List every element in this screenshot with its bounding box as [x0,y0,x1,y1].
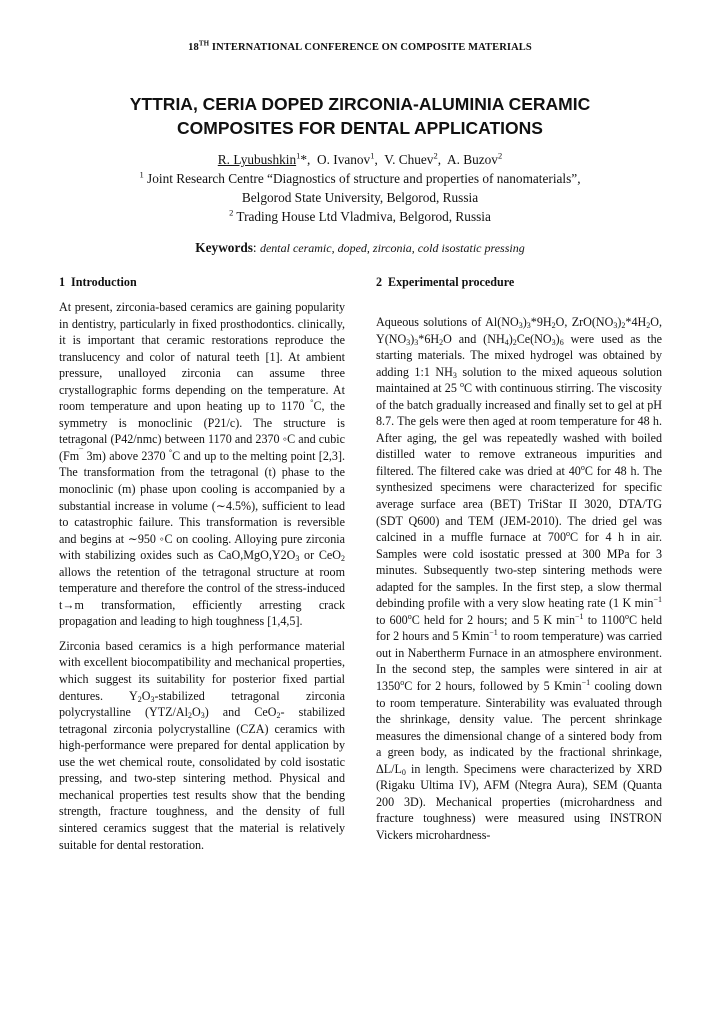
text-run: to 1100 [583,612,625,627]
text-run: to room temperature) was carried out in Nabertherm Furnace in an atmosphere environment. In the second step, the samples were sintered in air at 1350 [376,629,663,694]
subscript: 3 [526,321,531,330]
text-run: At present, zirconia-based ceramics are gaining popularity in dentistry, particularly in fixed prosthodontics. clinically, it is important that ceramic restorations reproduce the translucency and color of natural teeth [1]. At ambient pressure, unalloyed zirconia can assume three crystallographic forms depending on the temperature. At room temperature and upon heating up to 1170 [59,300,345,414]
subscript: 3 [295,554,300,564]
affiliation-1-marker: 1 [139,169,144,180]
subscript: 2 [137,694,142,704]
text-run: *9H [530,315,552,329]
text-run: Zirconia based ceramics is a high performance material with excellent biocompatibility and mechanical properties, which suggest its suitability for posterior fixed partial dentures. Y [59,638,345,703]
subscript: 3 [150,694,155,704]
section-heading-experimental [376,274,662,290]
left-column [59,274,345,861]
text-run: C held for 2 hours; and 5 K min [411,612,576,627]
ordinal-suffix: TH [198,39,210,48]
subscript: 3 [452,370,457,380]
subscript: 6 [559,337,564,347]
superscript: −1 [581,678,591,687]
degree-mark: ° [310,398,314,408]
text-run: Ce(NO [516,331,552,346]
text-run: -stabilized tetragonal zirconia polycrystalline (YTZ/Al [59,688,345,720]
author-1-affil: 1 [296,150,301,161]
intro-paragraph-2 [59,638,345,853]
text-run: allows the retention of the tetragonal structure at room temperature and therefore the control of the stress-induced t→m transformation, efficiently arresting crack propagation and leading to high toughness [1,4,5]. [59,564,345,629]
conference-name: INTERNATIONAL CONFERENCE ON COMPOSITE MATERIALS [209,42,532,53]
text-run: *4H [625,315,647,329]
degree-mark: o [407,611,412,621]
text-run: C and up to the melting point [2,3]. The transformation from the tetragonal (t) phase to the monoclinic (m) phase upon cooling is accompanied by a substantial increase in volume (∼4.5%), sufficient to lead to catastrophic failure. This transformation is reversible and begins at ∼950 ◦C on cooling. Alloying pure zirconia with stabilizing oxides such as CaO,MgO,Y2O [59,448,345,563]
author-1: R. Lyubushkin [217,152,297,167]
right-column [376,274,662,852]
text-run: ) and CeO [204,705,277,720]
subscript: 2 [276,711,281,721]
subscript: 2 [340,554,345,564]
author-3: V. Chuev [384,152,434,167]
section-title: Introduction [71,275,137,289]
subscript: 2 [187,711,192,721]
affiliation-2-line-1: Trading House Ltd Vladmiva, Belgorod, Russia [236,209,491,224]
text-run: ) [617,315,622,329]
author-4-affil: 2 [497,150,503,161]
text-run: O, Y(NO [376,315,662,346]
section-number: 1 [59,275,66,289]
keywords [40,240,680,256]
degree-mark: o [624,611,629,621]
text-run: ) [522,315,527,329]
text-run: - stabilized tetragonal zirconia polycrystalline (CZA) ceramics with high-performance were prepared for dental application by use the wet chemical route, consolidated by cold isostatic pressing, and two-step sintering method. Physical and mechanical properties test results show that the bending strength, fracture toughness, and the density of full sintered ceramics suggest that the material is relatively suitable for dental restoration. [59,705,345,852]
author-block [40,150,680,226]
superscript: −1 [575,611,584,621]
running-head [0,39,720,53]
keywords-label: Keywords [195,240,253,255]
experimental-paragraph-1 [376,314,662,844]
paper-title [60,92,660,140]
text-run: C for 2 hours, followed by 5 Kmin [404,679,582,694]
subscript: 2 [512,337,517,347]
superscript: −1 [489,628,498,638]
title-line-2: COMPOSITES FOR DENTAL APPLICATIONS [177,118,543,138]
section-heading-introduction [59,274,345,290]
author-separator: , [374,152,378,167]
text-run: C held for 2 hours and 5 Kmin [376,612,662,644]
affiliation-2 [40,207,680,226]
affiliation-1-line-2: Belgorod State University, Belgorod, Russia [241,190,479,205]
text-run: *6H [418,331,440,346]
text-run: C for 48 h. The synthesized specimens were characterized for specific average surface area (BET) TriStar II 3020, DTA/TG (SDT Q600) and TEM (JEM-2010). The dried gel was calcined in a muffle furnace at 700 [376,463,663,545]
text-run: 3m) above 2370 [83,448,169,463]
author-3-affil: 2 [433,150,438,161]
subscript: 3 [414,337,419,347]
text-run: ) [410,331,415,346]
text-run: or CeO [299,548,341,563]
text-run: in length. Specimens were characterized by XRD (Rigaku Ultima IV), AFM (Ntegra Aura), SEM (Quanta 200 3D). Mechanical properties (microhardness and fracture toughness) were measured using INSTRON Vickers microhardness- [376,761,662,842]
subscript: 2 [621,321,626,330]
text-run: C for 4 h in air. Samples were cold isostatic pressed at 300 MPa for 3 minutes. Subsequently two-step sintering methods were adapted for the samples. In the first step, a slow thermal debinding profile with a very slow heating rate (1 K min [376,530,662,611]
section-title: Experimental procedure [388,275,515,289]
subscript: 3 [518,321,523,330]
text-run: Aqueous solutions of Al(NO [376,315,519,329]
section-number: 2 [376,275,383,289]
keywords-values: dental ceramic, doped, zirconia, cold isostatic pressing [259,241,525,255]
conference-number: 18 [188,42,199,53]
subscript: 2 [551,321,556,330]
text-run: ) [555,331,560,346]
author-separator: , [437,152,442,167]
degree-mark: o [580,462,585,472]
subscript: 0 [401,767,406,777]
intro-paragraph-1 [59,299,345,630]
superscript: −1 [653,595,662,605]
text-run: O and (NH [443,331,505,346]
text-run: C with continuous stirring. The viscosity of the batch gradually increased and finally set to gel at pH 8.7. The gels were then aged at room temperature for 48 h. After aging, the gel was repeatedly washed with boiled distilled water to remove extraneous impurities and filtered. The filtered cake was dried at 40 [376,381,662,478]
degree-mark: o [400,678,405,687]
text-run: cooling down to room temperature. Sinterability was evaluated through the shrinkage, density value. The percent shrinkage measures the dimensional change of a sintered body from a green body, as indicated by the fractional shrinkage, ΔL/L [376,679,662,776]
subscript: 3 [406,337,411,347]
affiliation-1-line-1: Joint Research Centre “Diagnostics of structure and properties of nanomaterials”, [147,171,581,186]
degree-mark: o [566,529,571,539]
subscript: 3 [551,337,556,347]
text-run: O [191,705,201,720]
text-run: to 600 [376,612,408,627]
text-run: solution to the mixed aqueous solution maintained at 25 [376,364,662,396]
author-list [40,150,680,169]
subscript: 2 [439,337,444,347]
degree-mark: ° [168,447,173,457]
keywords-colon: : [252,240,257,255]
affiliation-1 [40,169,680,188]
subscript: 3 [613,321,618,330]
title-line-1: YTTRIA, CERIA DOPED ZIRCONIA-ALUMINIA CERAMIC [129,94,591,114]
degree-mark: o [460,380,465,390]
text-run: ) [508,331,513,346]
affiliation-2-marker: 2 [229,207,234,218]
text-run: were used as the starting materials. The mixed hydrogel was obtained by adding 1:1 NH [376,331,662,379]
corresponding-mark: *, [300,152,311,167]
author-2-affil: 1 [370,150,375,161]
text-run: C, the symmetry is monoclinic (P21/c). The structure is tetragonal (P42/nmc) between 1170 and 2370 ◦C and cubic (Fm [59,399,346,463]
overbar-mark: ¯ [79,447,84,457]
subscript: 3 [200,711,205,721]
author-4: A. Buzov [446,152,498,167]
subscript: 2 [646,321,651,330]
author-2: O. Ivanov [317,152,371,167]
subscript: 4 [504,337,509,347]
text-run: O, ZrO(NO [555,315,614,329]
text-run: O [141,688,151,703]
